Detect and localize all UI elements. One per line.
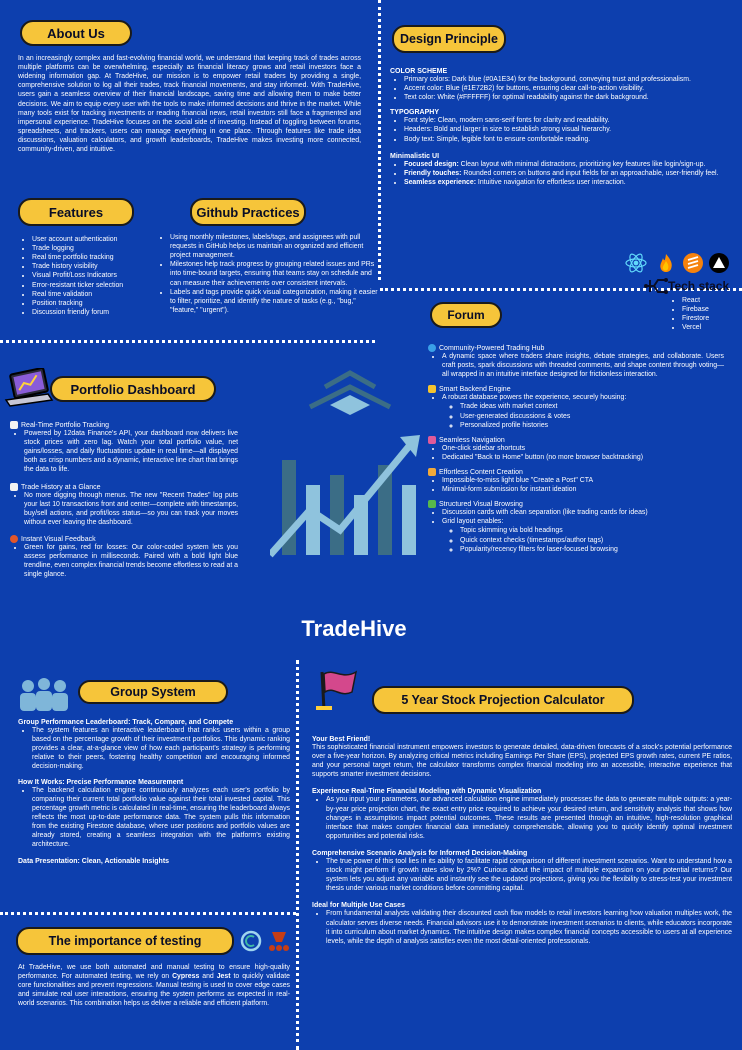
list-item: • Trade logging	[32, 244, 182, 253]
list-item: • A dynamic space where traders share insights, debate strategies, and collaborate. Users craft posts, spark discussions with threaded comments, and shape content through voting—all wrapped in an intuitive interface designed for frictionless interaction.	[442, 352, 724, 379]
group-people-icon	[14, 676, 74, 716]
design-title: Design Principle	[392, 25, 506, 53]
tech-stack-list	[682, 296, 742, 332]
list-item: • Font style: Clean, modern sans-serif fonts for clarity and readability.	[404, 116, 730, 125]
calc-h2: Experience Real-Time Financial Modeling with Dynamic Visualization	[312, 788, 542, 796]
group-h3: Data Presentation: Clean, Actionable Insights	[18, 858, 170, 866]
list-item: ◦ Popularity/recency filters for laser-focused browsing	[460, 545, 724, 554]
list-item: • No more digging through menus. The new "Recent Trades" log puts your last 10 transactions front and center—complete with timestamps, buy/sell actions, and profit/loss status—so you can track your moves without ever leaving the dashboard.	[24, 491, 238, 527]
list-item: • Using monthly milestones, labels/tags, and assignees with pull requests in GitHub helps us maintain an organized and efficient project management.	[170, 233, 380, 260]
color-scheme-heading: COLOR SCHEME	[390, 68, 448, 75]
list-item: • One-click sidebar shortcuts	[442, 444, 724, 453]
list-item: ◦ Personalized profile histories	[460, 421, 724, 430]
list-item: • Friendly touches: Rounded corners on buttons and input fields for an approachable, user-friendly feel.	[404, 169, 730, 178]
list-item: • Real time portfolio tracking	[32, 253, 182, 262]
laptop-icon	[4, 368, 54, 408]
testing-text: At TradeHive, we use both automated and manual testing to ensure high-quality performance. For automated testing, we rely on Cypress and Jest to quickly validate core functionalities and prevent regressions. Manual testing is used to cover edge cases and simulate real user interactions, ensuring the system performs as expected in real-world scenarios. This combination helps us deliver a reliable and efficient platform.	[18, 964, 290, 1008]
list-item: • Dedicated "Back to Home" button (no more browser backtracking)	[442, 453, 724, 462]
list-item: ◦ Quick context checks (timestamps/author tags)	[460, 536, 724, 545]
list-item: • The true power of this tool lies in its ability to facilitate rapid comparison of different investment scenarios. Want to understand how a stock might perform if growth rates slow by 2%? Curious about the impact of multiple expansion on your potential returns? Our system lets you adjust any variable and instantly see the updated projections, giving you the flexibility to stress-test your investment thesis under various market conditions before committing capital.	[326, 857, 732, 893]
list-item: • Green for gains, red for losses: Our color-coded system lets you assess performance in milliseconds. Paired with a bold light blue trendline, even complex financial trends become effortless to read at a single glance.	[24, 543, 238, 579]
tech-stack-title: Tech stack	[668, 279, 730, 293]
list-item: • Visual Profit/Loss Indicators	[32, 271, 182, 280]
list-item: • Powered by 12data Finance's API, your dashboard now delivers live stock prices with zero lag. Watch your total portfolio value, net gains/losses, and daily fluctuations update in real time—all displayed both as crisp numbers and a dynamic, interactive line chart that brings the data to life.	[24, 429, 238, 475]
list-item: • Labels and tags provide quick visual categorization, making it easier to filter, prioritize, and identify the nature of tasks (e.g., "bug," "feature," "urgent").	[170, 288, 380, 315]
list-item: • Focused design: Clean layout with minimal distractions, prioritizing key features like login/sign-up.	[404, 160, 730, 169]
divider	[0, 340, 375, 343]
list-item: • Grid layout enables:	[442, 517, 724, 526]
list-item: ◦ Trade ideas with market context	[460, 402, 724, 411]
chart-icon	[10, 421, 18, 429]
list-item: • The system features an interactive leaderboard that ranks users within a group based on the percentage growth of their investment portfolios. This dynamic ranking provides a clear, at-a-glance view of how each participant's strategy is performing relative to their peers, fostering healthy competition and encouraging informed decision-making.	[32, 726, 290, 772]
list-item: • Firestore	[682, 314, 742, 323]
github-title: Github Practices	[190, 198, 306, 226]
firestore-icon	[682, 252, 704, 274]
minimalistic-heading: Minimalistic UI	[390, 152, 440, 160]
forum-title: Forum	[430, 302, 502, 328]
list-item: • A robust database powers the experience, securely housing:	[442, 393, 724, 402]
list-item: • Position tracking	[32, 299, 182, 308]
calculator-title: 5 Year Stock Projection Calculator	[372, 686, 634, 714]
tradehive-logo-icon	[270, 365, 430, 615]
firebase-icon	[655, 252, 677, 274]
group-h1: Group Performance Leaderboard: Track, Compare, and Compete	[18, 719, 234, 726]
forum-s4-title: Effortless Content Creation	[439, 468, 523, 476]
list-item: • User account authentication	[32, 235, 182, 244]
list-item: • The backend calculation engine continuously analyzes each user's portfolio by comparing their current total portfolio value against their total invested capital. This percentage growth metric is calculated in real-time, ensuring the leaderboard always reflects the most up-to-date performance data. The system pulls this information from the existing Firestore database, where user positions and portfolio values are already stored, creating a seamless integration with the platform's existing architecture.	[32, 786, 290, 850]
forum-s1-title: Community-Powered Trading Hub	[439, 344, 545, 352]
list-item: • Error-resistant ticker selection	[32, 281, 182, 290]
list-item: • As you input your parameters, our advanced calculation engine immediately processes the data to generate multiple outputs: a year-by-year price projection chart, the exact entry price required to achieve your desired return, and sensitivity analysis that shows how changes in assumptions impact potential outcomes. These results are presented through an intuitive, high-resolution graphical interface that makes complex financial data immediately comprehensible, allowing you to quickly identify optimal investment opportunities and potential risks.	[326, 795, 732, 841]
list-item: • Text color: White (#FFFFFF) for optimal readability against the dark background.	[404, 93, 730, 102]
group-h2: How It Works: Precise Performance Measurement	[18, 778, 184, 786]
list-item: • Real time validation	[32, 290, 182, 299]
flag-icon	[312, 664, 362, 714]
list-item: • Body text: Simple, legible font to ensure comfortable reading.	[404, 135, 730, 144]
list-item: ◦ User-generated discussions & votes	[460, 412, 724, 421]
calc-t1: This sophisticated financial instrument empowers investors to generate detailed, data-driven forecasts of a stock's potential performance over a five-year horizon. By analyzing critical metrics including Earnings Per Share (EPS), projected EPS growth rates, current PE ratios, and your personal target return, the calculator transforms complex financial modeling into an accessible, interactive experience that supports smarter investment decisions.	[312, 744, 732, 779]
forum-s2-title: Smart Backend Engine	[439, 386, 511, 394]
cypress-icon	[240, 930, 262, 952]
list-item: • Milestones help track progress by grouping related issues and PRs into time-bound targets, ensuring that teams stay on schedule and can measure their achievements over consistent intervals.	[170, 260, 380, 287]
about-title: About Us	[20, 20, 132, 46]
divider	[0, 912, 296, 915]
list-item: • Discussion cards with clean separation (like trading cards for ideas)	[442, 508, 724, 517]
forum-s5-title: Structured Visual Browsing	[439, 501, 523, 509]
list-item: • Seamless experience: Intuitive navigation for effortless user interaction.	[404, 178, 730, 187]
about-text: In an increasingly complex and fast-evolving financial world, we understand that keeping track of trades across multiple platforms can be overwhelming, especially as financial literacy grows and retail investors face a widening information gap. At TradeHive, our mission is to empower retail traders by providing a single, comprehensive solution to log all their trades, track financial movements, and stay informed. With TradeHive, users gain a seamless overview of their financial landscape, saving time and allowing them to make better decisions. We aim to equip every user with the tools to make informed decisions and thrive in the market. While many tools exist for tracking investments or reading financial news, retail investors still face a fragmented and impersonal experience. TradeHive focuses on the social side of investing. Instead of toggling between forums, spreadsheets, and trackers, users can manage everything in one place. Through features like trade idea discussions, valuation calculators, and growth leaderboards, TradeHive makes investing more connected, community-driven, and intuitive.	[18, 55, 361, 154]
portfolio-s2-title: Trade History at a Glance	[21, 483, 101, 491]
group-title: Group System	[78, 680, 228, 704]
list-item: • Impossible-to-miss light blue "Create a Post" CTA	[442, 476, 724, 485]
list-item: • React	[682, 296, 742, 305]
list-item: • Minimal-form submission for instant ideation	[442, 485, 724, 494]
list-item: • Primary colors: Dark blue (#0A1E34) for the background, conveying trust and professionalism.	[404, 75, 730, 84]
calc-h1: Your Best Friend!	[312, 736, 371, 743]
jest-icon	[266, 928, 292, 954]
forum-s3-title: Seamless Navigation	[439, 436, 505, 444]
github-list	[170, 233, 380, 315]
testing-title: The importance of testing	[16, 927, 234, 955]
list-item: • Discussion friendly forum	[32, 308, 182, 317]
divider	[296, 660, 299, 1050]
tech-logos	[624, 252, 734, 274]
typography-heading: TYPOGRAPHY	[390, 109, 440, 117]
brand-name: TradeHive	[301, 616, 407, 641]
list-item: • Accent color: Blue (#1E72B2) for buttons, ensuring clear call-to-action visibility.	[404, 84, 730, 93]
list-item: ◦ Topic skimming via bold headings	[460, 526, 724, 535]
clipboard-icon	[10, 483, 18, 491]
features-title: Features	[18, 198, 134, 226]
calc-h3: Comprehensive Scenario Analysis for Informed Decision-Making	[312, 849, 528, 857]
portfolio-s1-title: Real-Time Portfolio Tracking	[21, 421, 110, 429]
list-item: • Firebase	[682, 305, 742, 314]
list-item: • Vercel	[682, 323, 742, 332]
portfolio-title: Portfolio Dashboard	[50, 376, 216, 402]
calc-h4: Ideal for Multiple Use Cases	[312, 902, 405, 910]
list-item: • From fundamental analysts validating their discounted cash flow models to retail investors learning how valuation multiples work, the calculator serves diverse needs. Financial advisors use it to demonstrate investment scenarios to clients, while educators incorporate it into curriculum about market dynamics. The intuitive design makes complex financial concepts accessible to users at all experience levels, while the depth of analysis satisfies even the most detail-oriented professionals.	[326, 909, 732, 945]
palette-icon	[10, 535, 18, 543]
list-item: • Headers: Bold and larger in size to establish strong visual hierarchy.	[404, 125, 730, 134]
list-item: • Trade history visibility	[32, 262, 182, 271]
features-list	[32, 235, 182, 317]
circuit-icon	[640, 276, 670, 296]
portfolio-s3-title: Instant Visual Feedback	[21, 535, 96, 543]
globe-icon	[428, 344, 436, 352]
vercel-icon	[708, 252, 730, 274]
